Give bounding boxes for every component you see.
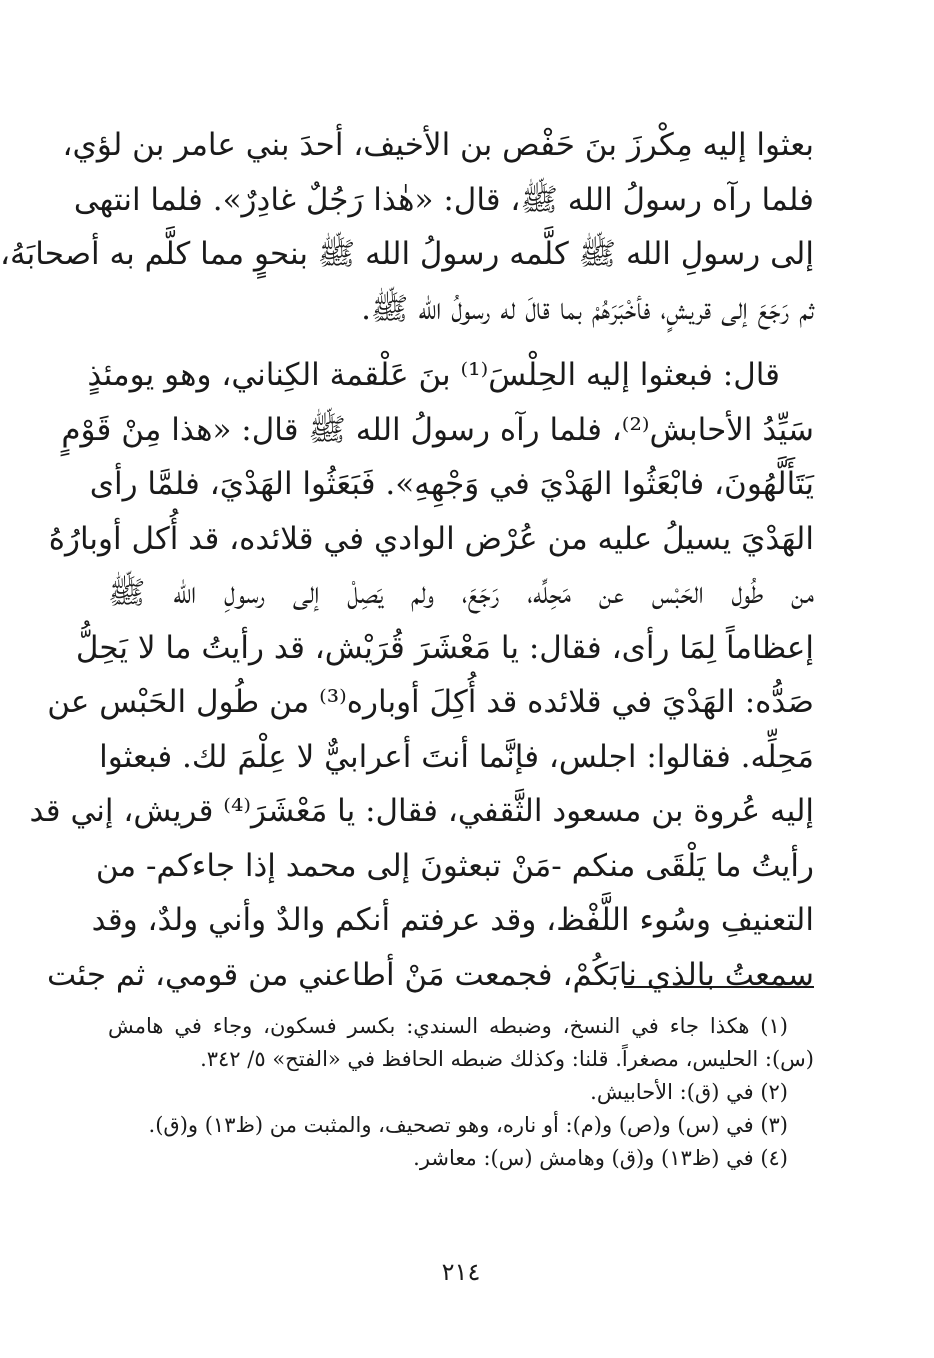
footnote-1: (١) هكذا جاء في النسخ، وضبطه السندي: بكسر فسكون، وجاء في هامش — [108, 1014, 788, 1038]
footnote-3: (٣) في (س) و(ص) و(م): أو ناره، وهو تصحيف، والمثبت من (ظ١٣) و(ق). — [148, 1113, 788, 1137]
text-line: مَحِلِّه. فقالوا: اجلس، فإنَّما أنتَ أعرابيٌّ لا عِلْمَ لك. فبعثوا — [99, 738, 814, 775]
text-line: إليه عُروة بن مسعود الثَّقفي، فقال: يا مَعْشَرَ⁽⁴⁾ قريش، إني قد — [29, 793, 814, 829]
book-page — [0, 118, 814, 1318]
text-line: إعظاماً لِمَا رأى، فقال: يا مَعْشَرَ قُرَيْش، قد رأيتُ ما لا يَحِلُّ — [75, 629, 814, 666]
text-line: قال: فبعثوا إليه الحِلْسَ⁽¹⁾ بنَ عَلْقمة الكِناني، وهو يومئذٍ — [87, 357, 780, 393]
page-number: ٢١٤ — [441, 1258, 481, 1286]
text-line: صَدُّه: الهَدْيَ في قلائده قد أُكِلَ أوباره⁽³⁾ من طُول الحَبْس عن — [47, 684, 814, 720]
text-line: بعثوا إليه مِكْرزَ بنَ حَفْص بن الأخيف، أحدَ بني عامر بن لؤي، — [62, 127, 814, 163]
text-line: يَتَأَلَّهُونَ، فابْعَثُوا الهَدْيَ في وَجْهِهِ». فَبَعَثُوا الهَدْيَ، فلمَّا رأى — [89, 466, 814, 502]
footnotes — [108, 1010, 814, 1175]
footnote-4: (٤) في (ظ١٣) و(ق) وهامش (س): معاشر. — [413, 1146, 788, 1170]
footnote-1-continued: (س): الحليس، مصغراً. قلنا: وكذلك ضبطه الحافظ في «الفتح» ٥/ ٣٤٢. — [200, 1047, 814, 1071]
paragraph-1 — [0, 118, 814, 336]
footnote-2: (٢) في (ق): الأحابيش. — [590, 1080, 788, 1104]
text-line: إلى رسولِ الله ﷺ كلَّمه رسولُ الله ﷺ بنحوٍ مما كلَّم به أصحابَهُ، — [0, 236, 814, 272]
text-line: التعنيفِ وسُوء اللَّفْظ، وقد عرفتم أنكم والدٌ وأني ولدٌ، وقد — [91, 902, 814, 938]
text-line: فلما رآه رسولُ الله ﷺ، قال: «هٰذا رَجُلٌ غادِرٌ». فلما انتهى — [73, 181, 814, 218]
footnote-separator — [624, 986, 814, 988]
text-line: سمعتُ بالذي نابَكُمْ، فجمعت مَنْ أطاعني من قومي، ثم جئت — [47, 956, 814, 993]
main-text — [0, 118, 814, 1002]
text-line: الهَدْيَ يسيلُ عليه من عُرْض الوادي في قلائده، قد أُكل أوبارُهُ — [48, 520, 814, 557]
text-line: سَيِّدُ الأحابش⁽²⁾، فلما رآه رسولُ الله ﷺ قال: «هذا مِنْ قَوْمٍ — [61, 411, 814, 448]
text-line: رأيتُ ما يَلْقَى منكم -مَنْ تبعثونَ إلى محمد إذا جاءكم- من — [95, 847, 814, 884]
text-line: ثم رَجَعَ إلى قريشٍ، فأخْبَرَهُمْ بما قالَ له رسولُ الله ﷺ. — [361, 290, 814, 327]
text-line: من طُول الحَبْس عن مَحِلِّه، رَجَعَ، ولم يَصِلْ إلى رسولِ الله ﷺ — [108, 575, 814, 611]
paragraph-2 — [29, 348, 814, 1002]
